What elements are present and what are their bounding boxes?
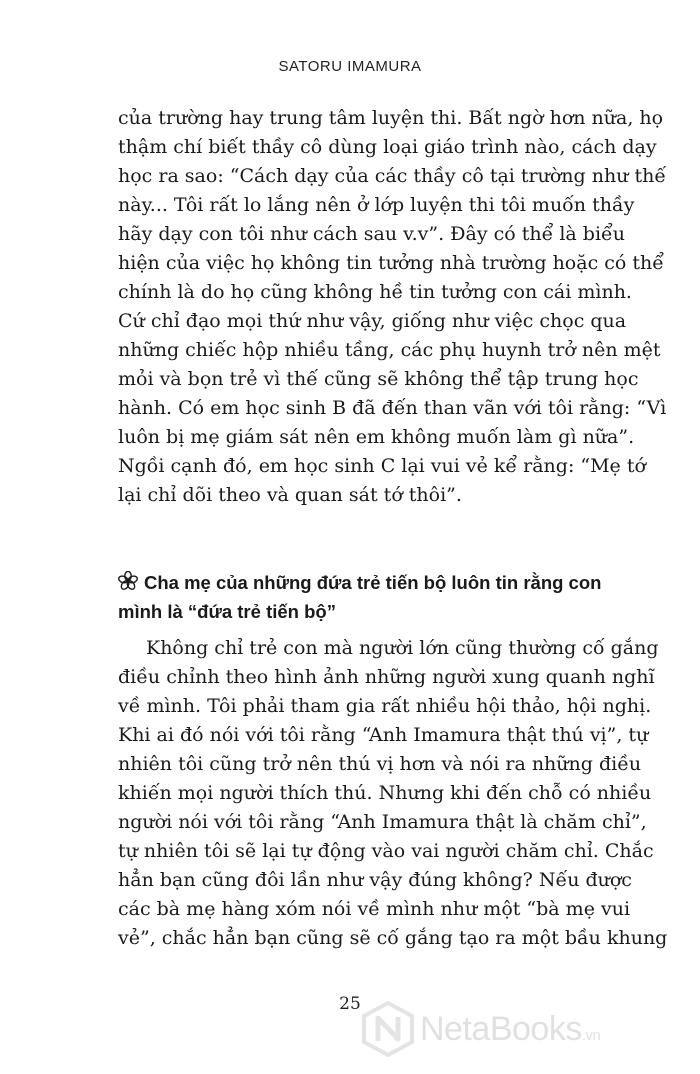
text-line: hãy dạy con tôi như cách sau v.v”. Đây có thể là biểu	[118, 223, 625, 245]
text-line: các bà mẹ hàng xóm nói về mình như một “bà mẹ vui	[118, 898, 631, 920]
watermark-text: NetaBooks.vn	[420, 1009, 601, 1048]
text-line: vẻ”, chắc hẳn bạn cũng sẽ cố gắng tạo ra một bầu khung	[118, 927, 668, 949]
section-heading	[118, 568, 658, 626]
text-line: Không chỉ trẻ con mà người lớn cũng thường cố gắng	[146, 637, 659, 659]
text-line: hiện của việc họ không tin tưởng nhà trường hoặc có thể	[118, 252, 664, 274]
text-line: điều chỉnh theo hình ảnh những người xung quanh nghĩ	[118, 666, 655, 688]
text-line: hẳn bạn cũng đôi lần như vậy đúng không? Nếu được	[118, 869, 632, 891]
heading-line	[118, 597, 658, 626]
heading-text: mình là “đứa trẻ tiến bộ”	[118, 601, 336, 622]
text-line: học ra sao: “Cách dạy của các thầy cô tại trường như thế	[118, 165, 667, 187]
text-line: thậm chí biết thầy cô dùng loại giáo trình nào, cách dạy	[118, 136, 657, 158]
text-line: tự nhiên tôi sẽ lại tự động vào vai người chăm chỉ. Chắc	[118, 840, 654, 862]
text-line: Cứ chỉ đạo mọi thứ như vậy, giống như việc chọc qua	[118, 310, 627, 332]
flower-icon	[118, 571, 138, 591]
text-line: nhiên tôi cũng trở nên thú vị hơn và nói ra những điều	[118, 753, 642, 775]
text-line: chính là do họ cũng không hề tin tưởng con cái mình.	[118, 281, 632, 303]
text-line: Ngồi cạnh đó, em học sinh C lại vui vẻ kể rằng: “Mẹ tớ	[118, 455, 646, 477]
text-line: hành. Có em học sinh B đã đến than vãn với tôi rằng: “Vì	[118, 397, 667, 419]
watermark	[362, 998, 692, 1060]
text-line: này... Tôi rất lo lắng nên ở lớp luyện thi tôi muốn thầy	[118, 194, 635, 216]
text-line: mỏi và bọn trẻ vì thế cũng sẽ không thể tập trung học	[118, 368, 639, 390]
heading-line	[118, 568, 658, 597]
text-line: về mình. Tôi phải tham gia rất nhiều hội thảo, hội nghị.	[118, 695, 652, 717]
text-line: của trường hay trung tâm luyện thi. Bất ngờ hơn nữa, họ	[118, 107, 664, 129]
text-line: khiến mọi người thích thú. Nhưng khi đến chỗ có nhiều	[118, 782, 652, 804]
netabooks-logo-icon	[362, 1001, 414, 1057]
text-line: luôn bị mẹ giám sát nên em không muốn làm gì nữa”.	[118, 426, 635, 448]
text-line: những chiếc hộp nhiều tầng, các phụ huynh trở nên mệt	[118, 339, 661, 361]
text-line: Khi ai đó nói với tôi rằng “Anh Imamura thật thú vị”, tự	[118, 724, 649, 746]
text-line: lại chỉ dõi theo và quan sát tớ thôi”.	[118, 484, 462, 506]
paragraph-1	[118, 104, 667, 510]
paragraph-2	[118, 634, 668, 953]
text-line: người nói với tôi rằng “Anh Imamura thật là chăm chỉ”,	[118, 811, 647, 833]
page-number: 25	[339, 994, 361, 1014]
heading-text: Cha mẹ của những đứa trẻ tiến bộ luôn tin rằng con	[144, 572, 602, 593]
running-head: SATORU IMAMURA	[278, 58, 422, 75]
